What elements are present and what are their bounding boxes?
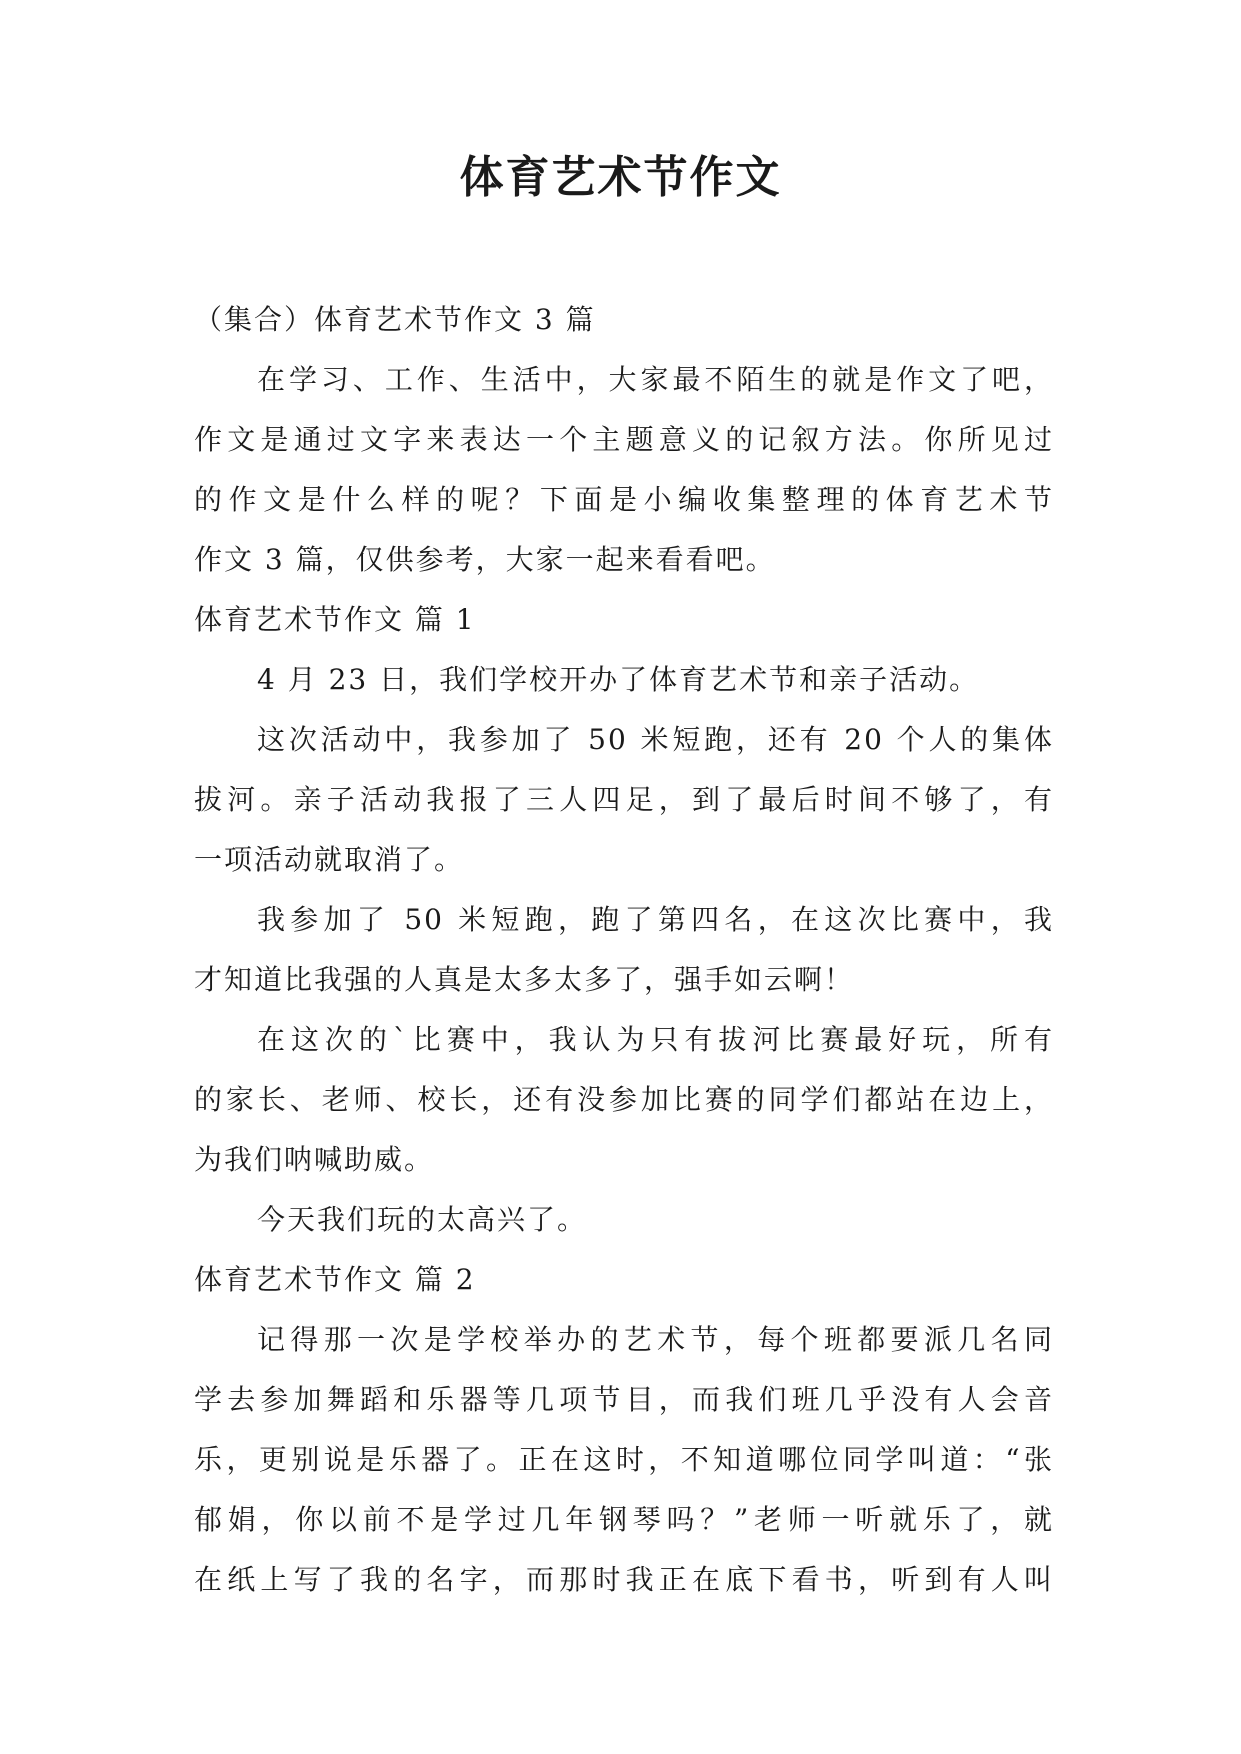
body-line: 在纸上写了我的名字，而那时我正在底下看书，听到有人叫 — [194, 1563, 1054, 1596]
body-line: 一项活动就取消了。 — [194, 843, 465, 876]
body-line: 这次活动中，我参加了 50 米短跑，还有 20 个人的集体 — [257, 723, 1054, 756]
body-line: 在学习、工作、生活中，大家最不陌生的就是作文了吧， — [257, 363, 1054, 396]
body-line: 我参加了 50 米短跑，跑了第四名，在这次比赛中，我 — [257, 903, 1054, 936]
body-line: 今天我们玩的太高兴了。 — [257, 1203, 588, 1236]
document-body — [194, 290, 1054, 1610]
body-line: 才知道比我强的人真是太多太多了，强手如云啊！ — [194, 963, 855, 996]
body-line: 拔河。亲子活动我报了三人四足，到了最后时间不够了，有 — [194, 783, 1054, 816]
body-line: 体育艺术节作文 篇 1 — [194, 603, 476, 636]
body-line: 作文 3 篇，仅供参考，大家一起来看看吧。 — [194, 543, 776, 576]
body-line: 4 月 23 日，我们学校开办了体育艺术节和亲子活动。 — [257, 663, 980, 696]
document-title: 体育艺术节作文 — [459, 152, 782, 203]
body-line: 郁娟，你以前不是学过几年钢琴吗？”老师一听就乐了，就 — [194, 1503, 1054, 1536]
body-line: 学去参加舞蹈和乐器等几项节目，而我们班几乎没有人会音 — [194, 1383, 1054, 1416]
body-line: 记得那一次是学校举办的艺术节，每个班都要派几名同 — [257, 1323, 1054, 1356]
body-line: 在这次的`比赛中，我认为只有拔河比赛最好玩，所有 — [257, 1023, 1054, 1056]
body-line: 作文是通过文字来表达一个主题意义的记叙方法。你所见过 — [194, 423, 1054, 456]
body-line: 体育艺术节作文 篇 2 — [194, 1263, 476, 1296]
body-line: 为我们呐喊助威。 — [194, 1143, 435, 1176]
body-line: 的作文是什么样的呢？下面是小编收集整理的体育艺术节 — [194, 483, 1054, 516]
body-line: 乐，更别说是乐器了。正在这时，不知道哪位同学叫道：“张 — [194, 1443, 1054, 1476]
body-line: （集合）体育艺术节作文 3 篇 — [194, 303, 596, 336]
body-line: 的家长、老师、校长，还有没参加比赛的同学们都站在边上， — [194, 1083, 1054, 1116]
